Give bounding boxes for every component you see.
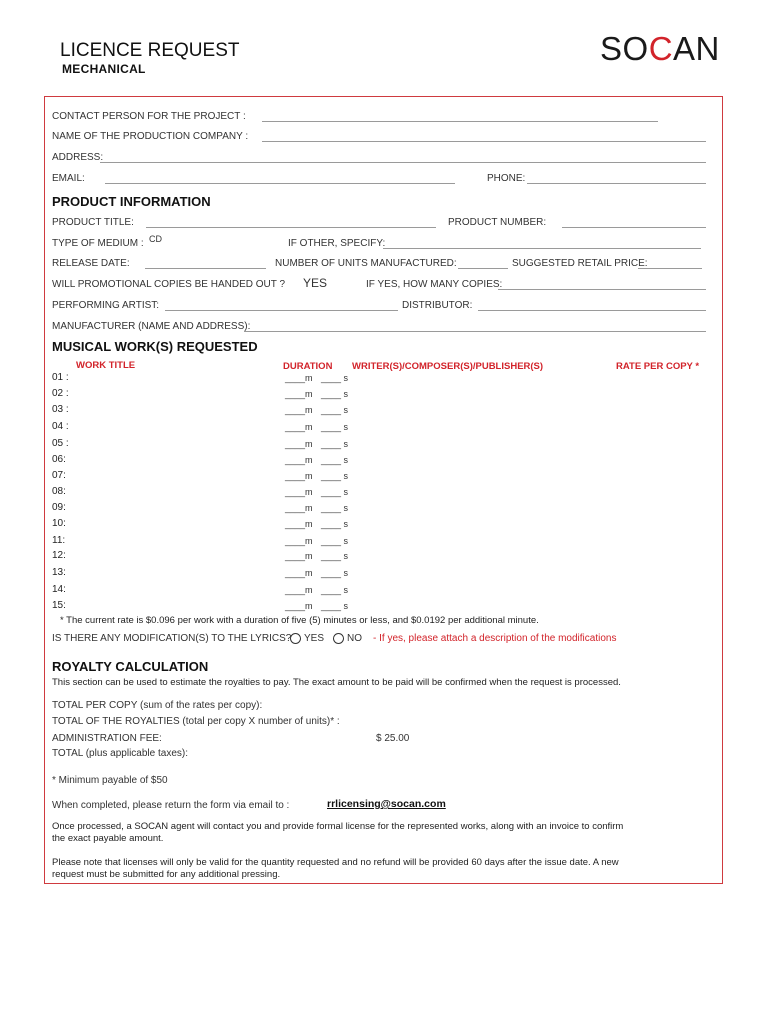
work-row-number: 04 : <box>52 421 69 432</box>
col-work-title: WORK TITLE <box>76 360 136 371</box>
work-row-number: 12: <box>52 550 66 561</box>
medium-value[interactable]: CD <box>149 234 162 244</box>
work-row-number: 15: <box>52 600 66 611</box>
retail-price-label: SUGGESTED RETAIL PRICE: <box>512 258 648 269</box>
promo-copies-label: WILL PROMOTIONAL COPIES BE HANDED OUT ? <box>52 279 286 290</box>
how-many-copies-label: IF YES, HOW MANY COPIES: <box>366 279 503 290</box>
col-rate: RATE PER COPY * <box>616 361 700 372</box>
duration-minutes-field[interactable]: ____m <box>285 503 313 513</box>
work-row-number: 11: <box>52 535 66 546</box>
product-number-label: PRODUCT NUMBER: <box>448 217 547 228</box>
duration-seconds-field[interactable]: ____ s <box>321 373 349 383</box>
retail-price-field[interactable] <box>638 268 702 269</box>
duration-seconds-field[interactable]: ____ s <box>321 519 349 529</box>
duration-minutes-field[interactable]: ____m <box>285 601 313 611</box>
address-field[interactable] <box>100 162 706 163</box>
work-row-number: 01 : <box>52 372 69 383</box>
rate-note: * The current rate is $0.096 per work with a duration of five (5) minutes or less, and $0.0192 per additional minute. <box>60 615 539 626</box>
production-company-field[interactable] <box>262 141 706 142</box>
work-row-number: 08: <box>52 486 66 497</box>
duration-minutes-field[interactable]: ____m <box>285 471 313 481</box>
lyrics-yes-radio[interactable] <box>290 633 301 644</box>
duration-minutes-field[interactable]: ____m <box>285 439 313 449</box>
work-row-number: 06: <box>52 454 66 465</box>
duration-seconds-field[interactable]: ____ s <box>321 536 349 546</box>
contact-person-field[interactable] <box>262 121 658 122</box>
col-writers: WRITER(S)/COMPOSER(S)/PUBLISHER(S) <box>352 361 544 372</box>
duration-seconds-field[interactable]: ____ s <box>321 487 349 497</box>
work-row-number: 10: <box>52 518 66 529</box>
production-company-label: NAME OF THE PRODUCTION COMPANY : <box>52 131 249 142</box>
validity-note-2: request must be submitted for any additional pressing. <box>52 869 281 880</box>
duration-seconds-field[interactable]: ____ s <box>321 455 349 465</box>
duration-minutes-field[interactable]: ____m <box>285 405 313 415</box>
distributor-field[interactable] <box>478 310 706 311</box>
work-row-number: 09: <box>52 502 66 513</box>
duration-minutes-field[interactable]: ____m <box>285 422 313 432</box>
artist-field[interactable] <box>165 310 398 311</box>
product-title-label: PRODUCT TITLE: <box>52 217 134 228</box>
duration-seconds-field[interactable]: ____ s <box>321 422 349 432</box>
units-field[interactable] <box>458 268 508 269</box>
admin-fee-label: ADMINISTRATION FEE: <box>52 733 162 744</box>
duration-minutes-field[interactable]: ____m <box>285 519 313 529</box>
duration-minutes-field[interactable]: ____m <box>285 536 313 546</box>
lyrics-no-label: NO <box>347 633 362 644</box>
return-instructions: When completed, please return the form via email to : <box>52 800 290 811</box>
duration-minutes-field[interactable]: ____m <box>285 373 313 383</box>
processed-text-1: Once processed, a SOCAN agent will contact you and provide formal license for the represented works, along with an invoice to confirm <box>52 821 624 832</box>
total-royalties-label: TOTAL OF THE ROYALTIES (total per copy X number of units)* : <box>52 716 340 727</box>
duration-seconds-field[interactable]: ____ s <box>321 601 349 611</box>
units-label: NUMBER OF UNITS MANUFACTURED: <box>275 258 457 269</box>
lyrics-question: IS THERE ANY MODIFICATION(S) TO THE LYRICS? <box>52 633 292 644</box>
if-other-field[interactable] <box>383 248 701 249</box>
total-label: TOTAL (plus applicable taxes): <box>52 748 188 759</box>
duration-minutes-field[interactable]: ____m <box>285 585 313 595</box>
manufacturer-label: MANUFACTURER (NAME AND ADDRESS): <box>52 321 251 332</box>
release-date-field[interactable] <box>145 268 266 269</box>
duration-seconds-field[interactable]: ____ s <box>321 503 349 513</box>
work-row-number: 13: <box>52 567 66 578</box>
royalty-intro: This section can be used to estimate the royalties to pay. The exact amount to be paid will be confirmed when the request is processed. <box>52 677 621 688</box>
work-row-number: 14: <box>52 584 66 595</box>
work-row-number: 07: <box>52 470 66 481</box>
duration-seconds-field[interactable]: ____ s <box>321 585 349 595</box>
work-row-number: 05 : <box>52 438 69 449</box>
total-per-copy-label: TOTAL PER COPY (sum of the rates per copy): <box>52 700 263 711</box>
email-field[interactable] <box>105 183 455 184</box>
duration-minutes-field[interactable]: ____m <box>285 487 313 497</box>
duration-seconds-field[interactable]: ____ s <box>321 389 349 399</box>
lyrics-yes-label: YES <box>304 633 325 644</box>
admin-fee-value: $ 25.00 <box>376 733 410 744</box>
artist-label: PERFORMING ARTIST: <box>52 300 160 311</box>
distributor-label: DISTRIBUTOR: <box>402 300 473 311</box>
manufacturer-field[interactable] <box>244 331 706 332</box>
contact-person-label: CONTACT PERSON FOR THE PROJECT : <box>52 111 246 122</box>
medium-label: TYPE OF MEDIUM : <box>52 238 144 249</box>
promo-copies-value[interactable]: YES <box>303 276 328 290</box>
duration-seconds-field[interactable]: ____ s <box>321 471 349 481</box>
royalty-heading: ROYALTY CALCULATION <box>52 659 209 674</box>
phone-field[interactable] <box>527 183 706 184</box>
duration-seconds-field[interactable]: ____ s <box>321 568 349 578</box>
duration-minutes-field[interactable]: ____m <box>285 455 313 465</box>
minimum-payable: * Minimum payable of $50 <box>52 775 168 786</box>
if-other-label: IF OTHER, SPECIFY: <box>288 238 386 249</box>
work-row-number: 02 : <box>52 388 69 399</box>
product-number-field[interactable] <box>562 227 706 228</box>
col-duration: DURATION <box>283 361 333 372</box>
duration-minutes-field[interactable]: ____m <box>285 551 313 561</box>
email-label: EMAIL: <box>52 173 85 184</box>
processed-text-2: the exact payable amount. <box>52 833 164 844</box>
duration-minutes-field[interactable]: ____m <box>285 389 313 399</box>
form-subtitle: MECHANICAL <box>62 62 146 76</box>
work-row-number: 03 : <box>52 404 69 415</box>
duration-seconds-field[interactable]: ____ s <box>321 405 349 415</box>
lyrics-no-radio[interactable] <box>333 633 344 644</box>
address-label: ADDRESS: <box>52 152 104 163</box>
form-frame <box>44 96 723 884</box>
duration-seconds-field[interactable]: ____ s <box>321 439 349 449</box>
release-date-label: RELEASE DATE: <box>52 258 130 269</box>
validity-note-1: Please note that licenses will only be valid for the quantity requested and no refund will be provided 60 days after the issue date. A new <box>52 857 619 868</box>
form-title: LICENCE REQUEST <box>60 40 240 61</box>
musical-works-heading: MUSICAL WORK(S) REQUESTED <box>52 339 258 354</box>
lyrics-note: - If yes, please attach a description of the modifications <box>373 633 617 644</box>
return-email-link[interactable]: rrlicensing@socan.com <box>327 798 446 810</box>
duration-seconds-field[interactable]: ____ s <box>321 551 349 561</box>
how-many-copies-field[interactable] <box>498 289 706 290</box>
socan-logo: SOCAN <box>600 30 720 67</box>
product-title-field[interactable] <box>146 227 436 228</box>
product-info-heading: PRODUCT INFORMATION <box>52 194 211 209</box>
phone-label: PHONE: <box>487 173 526 184</box>
duration-minutes-field[interactable]: ____m <box>285 568 313 578</box>
